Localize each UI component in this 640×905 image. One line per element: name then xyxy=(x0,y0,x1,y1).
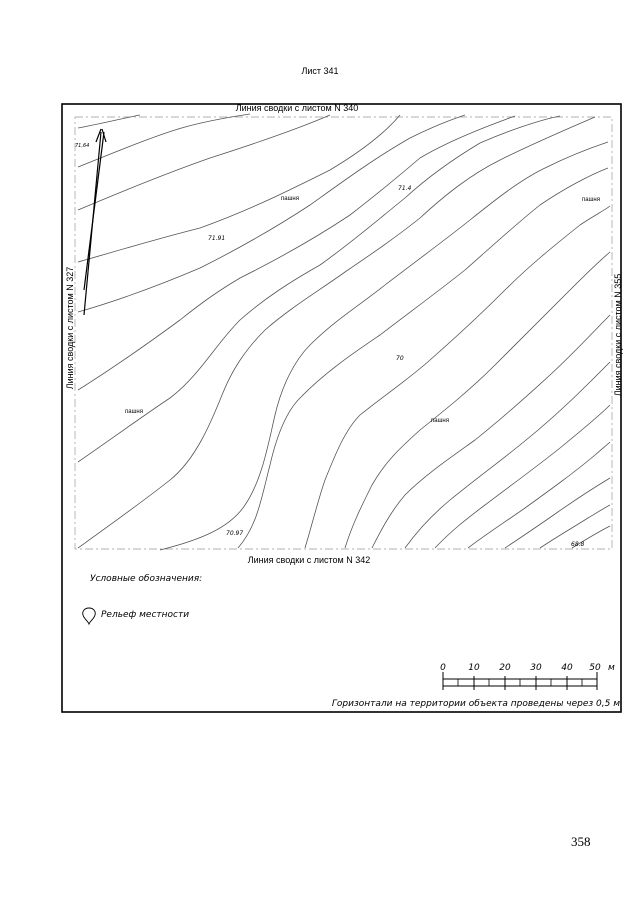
page-number: 358 xyxy=(571,834,591,849)
contour-interval-note: Горизонтали на территории объекта проведены через 0,5 м xyxy=(331,699,620,709)
map-frame xyxy=(75,117,612,549)
elevation-label: 71,64 xyxy=(75,143,90,149)
seam-label-top: Линия сводки с листом N 340 xyxy=(235,103,359,113)
seam-label-right: Линия сводки с листом N 355 xyxy=(613,273,623,397)
contour-line xyxy=(305,206,610,548)
land-use-label: пашня xyxy=(582,197,600,203)
scale-tick-label: 10 xyxy=(468,663,480,673)
contour-line xyxy=(78,115,465,312)
contour-line xyxy=(435,405,610,548)
scale-tick-label: 20 xyxy=(499,663,511,673)
land-use-label: пашня xyxy=(125,409,143,415)
contour-line xyxy=(372,315,610,548)
scale-tick-label: 40 xyxy=(561,663,573,673)
elevation-label: 71.91 xyxy=(208,235,226,242)
elevation-label: 70 xyxy=(396,355,404,362)
contour-line xyxy=(468,442,610,548)
land-use-label: пашня xyxy=(431,418,449,424)
legend-title: Условные обозначения: xyxy=(90,574,203,584)
land-use-label: пашня xyxy=(281,196,299,202)
legend-relief-label: Рельеф местности xyxy=(101,610,190,620)
contour-line xyxy=(160,142,608,550)
contour-line xyxy=(78,116,560,462)
elevation-label: 68.8 xyxy=(571,541,585,548)
contour-line xyxy=(78,115,400,262)
contour-line xyxy=(78,114,250,167)
contour-line xyxy=(78,117,595,548)
contour-lines xyxy=(78,114,610,550)
sheet-title: Лист 341 xyxy=(301,66,339,76)
scale-tick-label: 50 xyxy=(589,663,601,673)
contour-line xyxy=(238,168,608,548)
scale-tick-label: 30 xyxy=(530,663,542,673)
seam-label-bottom: Линия сводки с листом N 342 xyxy=(247,555,371,565)
relief-marker-icon xyxy=(83,608,96,624)
scale-bar xyxy=(443,672,597,690)
contour-line xyxy=(78,116,515,390)
seam-label-left: Линия сводки с листом N 327 xyxy=(65,266,75,390)
scale-tick-label: 0 xyxy=(440,663,446,673)
scale-unit: м xyxy=(608,663,615,673)
elevation-label: 70.97 xyxy=(226,530,244,537)
contour-line xyxy=(505,478,610,548)
outer-frame xyxy=(62,104,621,712)
elevation-label: 71.4 xyxy=(398,185,412,192)
